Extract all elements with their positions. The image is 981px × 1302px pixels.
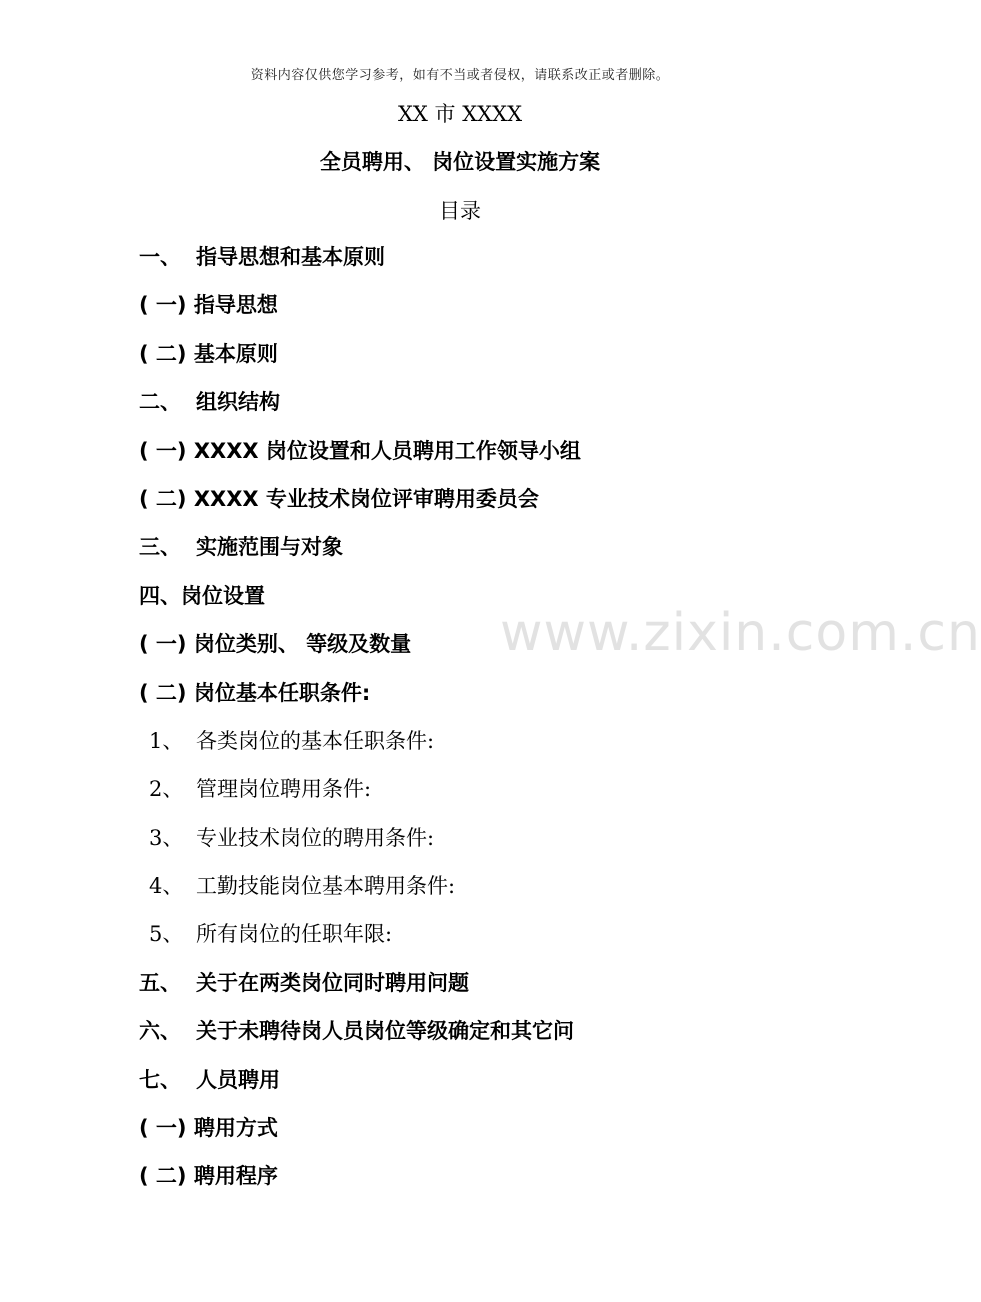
toc-item-4-2-4 <box>139 869 839 917</box>
toc-item-1-1 <box>139 288 839 336</box>
toc-item-4-2 <box>139 676 839 724</box>
toc-item-text: ( 一) 岗位类别、 等级及数量 <box>139 632 412 657</box>
toc-item-3 <box>139 530 839 578</box>
toc-item-text: 人员聘用 <box>196 1067 280 1092</box>
toc-item-number: 1、 <box>149 728 184 753</box>
toc-item-text: ( 二) 基本原则 <box>139 341 278 366</box>
toc-item-text: ( 二) 岗位基本任职条件: <box>139 680 371 705</box>
watermark: www.zixin.com.cn <box>500 603 981 663</box>
toc-item-text: 关于未聘待岗人员岗位等级确定和其它问 <box>196 1019 574 1044</box>
toc-item-4-2-5 <box>139 917 839 965</box>
toc-item-number: 4、 <box>149 874 184 899</box>
toc-item-2-2 <box>139 482 839 530</box>
toc-item-2-1 <box>139 434 839 482</box>
toc-item-4-2-3 <box>139 821 839 869</box>
toc-item-number: 3、 <box>149 825 184 850</box>
toc-item-1-2 <box>139 337 839 385</box>
toc-item-text: ( 一) XXXX 岗位设置和人员聘用工作领导小组 <box>139 438 581 463</box>
toc-item-number: 二、 <box>139 390 181 415</box>
toc-item-1 <box>139 240 839 288</box>
toc-item-6 <box>139 1014 839 1062</box>
toc-item-text: ( 一) 指导思想 <box>139 293 278 318</box>
toc-item-text: 工勤技能岗位基本聘用条件: <box>196 874 456 899</box>
toc-item-text: 专业技术岗位的聘用条件: <box>196 825 435 850</box>
toc-item-number: 六、 <box>139 1019 181 1044</box>
toc-item-text: ( 二) 聘用程序 <box>139 1164 278 1189</box>
toc-item-4-2-1 <box>139 724 839 772</box>
toc-item-number: 三、 <box>139 535 181 560</box>
toc-item-number: 5、 <box>149 922 184 947</box>
toc-item-7-2 <box>139 1159 839 1207</box>
toc-item-2 <box>139 385 839 433</box>
toc-item-text: 所有岗位的任职年限: <box>196 922 393 947</box>
toc-item-4-2-2 <box>139 772 839 820</box>
toc-item-number: 七、 <box>139 1067 181 1092</box>
toc-item-text: 四、岗位设置 <box>139 583 265 608</box>
toc-item-text: 组织结构 <box>196 390 280 415</box>
plan-title: 全员聘用、 岗位设置实施方案 <box>319 150 601 174</box>
toc-item-7 <box>139 1063 839 1111</box>
toc-item-number: 2、 <box>149 777 184 802</box>
table-of-contents <box>139 240 839 1208</box>
toc-item-text: ( 二) XXXX 专业技术岗位评审聘用委员会 <box>139 486 539 511</box>
toc-heading: 目录 <box>439 199 481 223</box>
toc-item-text: 关于在两类岗位同时聘用问题 <box>196 970 469 995</box>
toc-item-number: 一、 <box>139 245 181 269</box>
toc-item-text: 管理岗位聘用条件: <box>196 777 372 802</box>
toc-item-text: 实施范围与对象 <box>196 535 343 560</box>
copyright-notice: 资料内容仅供您学习参考，如有不当或者侵权，请联系改正或者删除。 <box>250 68 670 83</box>
toc-item-text: ( 一) 聘用方式 <box>139 1116 278 1141</box>
toc-item-text: 各类岗位的基本任职条件: <box>196 728 435 753</box>
toc-item-text: 指导思想和基本原则 <box>196 245 385 269</box>
toc-item-number: 五、 <box>139 970 181 995</box>
toc-item-5 <box>139 966 839 1014</box>
organization-title: XX 市 XXXX <box>397 102 523 126</box>
toc-item-7-1 <box>139 1111 839 1159</box>
